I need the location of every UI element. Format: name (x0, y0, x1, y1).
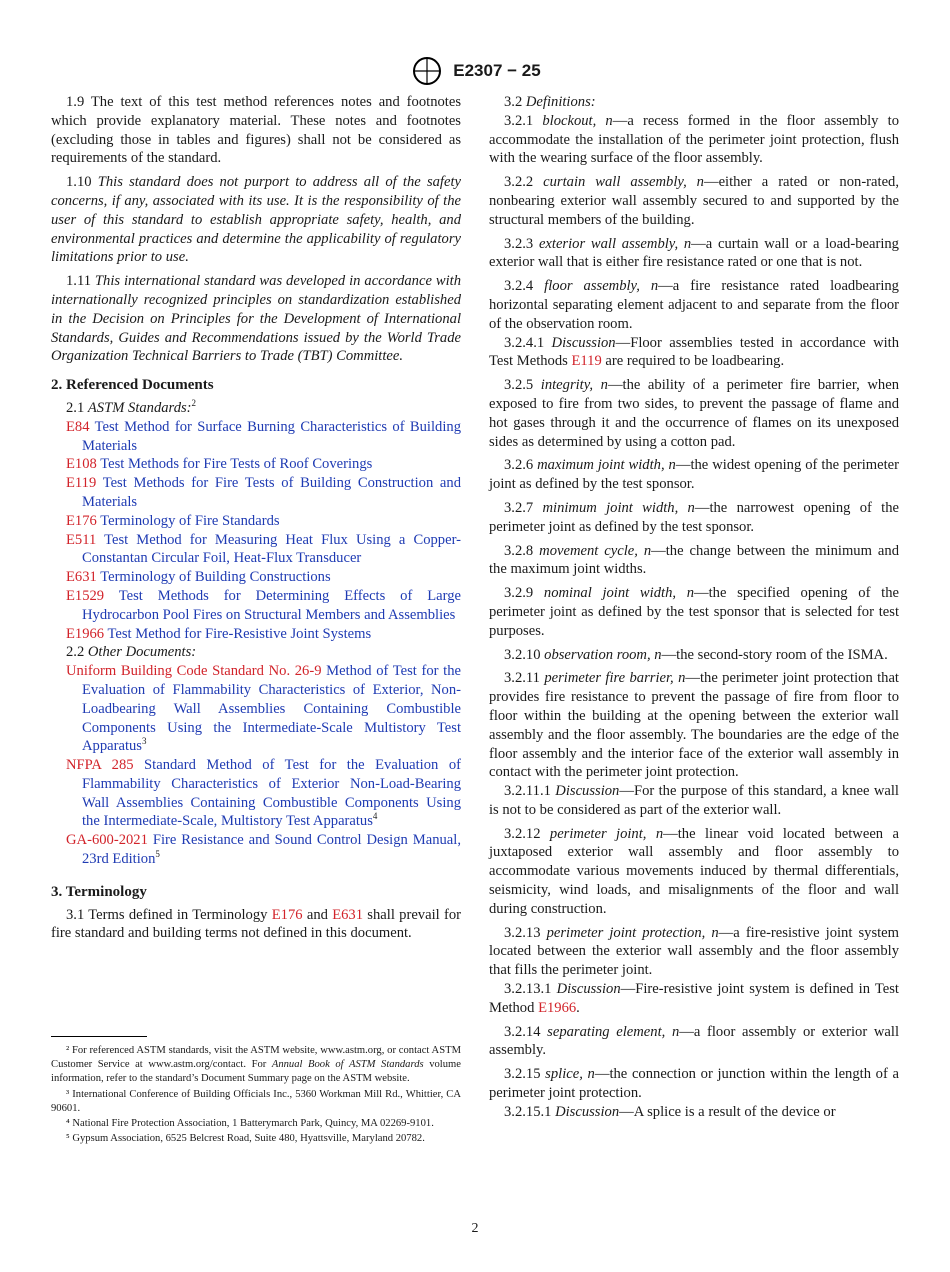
definition: 3.2.8 movement cycle, n—the change between the minimum and the maximum joint widths. (489, 542, 899, 578)
paragraph-1-11: 1.11 This international standard was developed in accordance with internationally recognized principles on standardization established in the Decision on Principles for the Development of International Standards, Guides and Recommendations issued by the World Trade Organization Technical Barriers to Trade (TBT) Committee. (51, 273, 461, 365)
paragraph-1-10: 1.10 This standard does not purport to address all of the safety concerns, if any, associated with its use. It is the responsibility of the user of this standard to establish appropriate safety, health, and environmental practices and determine the applicability of regulatory limitations prior to use. (51, 174, 461, 266)
reference-link[interactable]: E1529 Test Methods for Determining Effects of Large Hydrocarbon Pool Fires on Structural Members and Assemblies (66, 587, 461, 623)
definition: 3.2.6 maximum joint width, n—the widest opening of the perimeter joint as defined by the test sponsor. (489, 457, 899, 493)
footnote-3: ³ International Conference of Building Officials Inc., 5360 Workman Mill Rd., Whittier, CA 90601. (51, 1088, 461, 1114)
page-header (0, 56, 950, 86)
reference-link[interactable]: NFPA 285 Standard Method of Test for the Evaluation of Flammability Characteristics of Exterior Non-Load-Bearing Wall Assemblies Containing Combustible Components Using the Intermediate-Scale, Multistory Test Apparatus$^4$ (66, 757, 461, 830)
definition: 3.2.11 perimeter fire barrier, n—the perimeter joint protection that provides fire resistance to prevent the passage of fire from floor to floor within the building at the opening between the exterior wall assembly and the floor assembly. The boundaries are the edge of the floor assembly and the interior face of the exterior wall assembly in contact with the perimeter joint protection. (489, 670, 899, 781)
definition: 3.2.2 curtain wall assembly, n—either a rated or non-rated, nonbearing exterior wall assembly secured to and supported by the structural members of the building. (489, 174, 900, 228)
reference-link[interactable]: E1966 Test Method for Fire-Resistive Joint Systems (66, 625, 372, 642)
footnote-4: ⁴ National Fire Protection Association, 1 Batterymarch Park, Quincy, MA 02269-9101. (66, 1118, 434, 1130)
subsection-3-2: 3.2 Definitions: (504, 94, 596, 110)
subsection-2-1: 2.1 ASTM Standards:$^2$ (66, 398, 197, 416)
footnote-5: ⁵ Gypsum Association, 6525 Belcrest Road, Suite 480, Hyattsville, Maryland 20782. (66, 1133, 425, 1145)
definition: 3.2.1 blockout, n—a recess formed in the floor assembly to accommodate the installation of the perimeter joint protection, flush with the wearing surface of the floor assembly. (489, 112, 899, 167)
discussion: 3.2.4.1 Discussion—Floor assemblies tested in accordance with Test Methods E119 are required to be loadbearing. (489, 334, 900, 370)
definition: 3.2.3 exterior wall assembly, n—a curtain wall or a load-bearing exterior wall that is either fire resistance rated or one that is not. (489, 235, 899, 271)
reference-link[interactable]: E119 (571, 353, 602, 370)
paragraph-1-9: 1.9 The text of this test method references notes and footnotes which provide explanatory material. These notes and footnotes (excluding those in tables and figures) shall not be considered as requirements of the standard. (51, 94, 461, 167)
reference-link[interactable]: E511 Test Method for Measuring Heat Flux Using a Copper-Constantan Circular Foil, Heat-Flux Transducer (66, 531, 462, 567)
definition: 3.2.10 observation room, n—the second-story room of the ISMA. (504, 646, 888, 663)
definition: 3.2.15 splice, n—the connection or junction within the length of a perimeter joint protection. (489, 1066, 899, 1102)
definition: 3.2.5 integrity, n—the ability of a perimeter fire barrier, when exposed to fire from two sides, to prevent the passage of flame and hot gases through it and the occurrence of flames on its unexposed sides as determined by using a cotton pad. (489, 377, 899, 450)
reference-link[interactable]: E1966 (538, 999, 577, 1016)
footnote-2: ² For referenced ASTM standards, visit the ASTM website, www.astm.org, or contact ASTM Customer Service at www.astm.org/contact. For Annual Book of ASTM Standards volume information, refer to the standard’s Document Summary page on the ASTM website. (51, 1045, 461, 1085)
definition: 3.2.14 separating element, n—a floor assembly or exterior wall assembly. (489, 1023, 899, 1059)
definition: 3.2.13 perimeter joint protection, n—a fire-resistive joint system located between the exterior wall assembly and the floor assembly that fills the perimeter joint. (489, 924, 900, 979)
reference-link[interactable]: E176 Terminology of Fire Standards (66, 512, 280, 529)
discussion: 3.2.11.1 Discussion—For the purpose of this standard, a knee wall is not to be considered as part of the exterior wall. (489, 783, 899, 818)
astm-reference-list (51, 418, 461, 644)
section-2-heading: 2. Referenced Documents (51, 377, 214, 394)
definition: 3.2.4 floor assembly, n—a fire resistance rated loadbearing horizontal separating element adjacent to and separate from the floor of the observation room. (489, 278, 899, 332)
page-number: 2 (471, 1221, 479, 1236)
reference-link[interactable]: E631 (332, 906, 364, 923)
right-column (489, 93, 899, 1127)
paragraph-3-1: 3.1 Terms defined in Terminology E176 and E631 shall prevail for fire standard and building terms not defined in this document. (51, 906, 461, 942)
definition: 3.2.7 minimum joint width, n—the narrowest opening of the perimeter joint as defined by the test sponsor. (489, 499, 899, 535)
left-column (51, 93, 461, 948)
section-3-heading: 3. Terminology (51, 883, 147, 900)
reference-link[interactable]: E119 Test Methods for Fire Tests of Building Construction and Materials (66, 475, 461, 510)
reference-link[interactable]: E176 (271, 906, 303, 923)
reference-link[interactable]: E108 Test Methods for Fire Tests of Roof Coverings (66, 456, 373, 473)
reference-link[interactable]: E84 Test Method for Surface Burning Characteristics of Building Materials (66, 418, 461, 454)
definition: 3.2.12 perimeter joint, n—the linear void located between a juxtaposed exterior wall assembly and floor assembly to accommodate various movements induced by thermal differentials, seismicity, wind loads, and misalignments of the floor and wall during construction. (489, 825, 899, 917)
definition: 3.2.9 nominal joint width, n—the specified opening of the perimeter joint as defined by the test sponsor that is selected for test purposes. (489, 585, 899, 639)
footnote-separator (51, 1036, 147, 1037)
reference-link[interactable]: Uniform Building Code Standard No. 26-9 Method of Test for the Evaluation of Flammability Characteristics of Exterior, Non-Loadbearing Wall Assemblies Containing Combustible Components Using the Intermediate-Scale Multistory Test Apparatus$^3$ (66, 663, 461, 755)
astm-logo-icon (409, 56, 445, 86)
document-designation: E2307 − 25 (453, 61, 541, 80)
discussion: 3.2.13.1 Discussion—Fire-resistive joint system is defined in Test Method E1966. (489, 981, 899, 1016)
reference-link[interactable]: GA-600-2021 Fire Resistance and Sound Control Design Manual, 23rd Edition$^5$ (66, 832, 461, 868)
footnotes (51, 1044, 461, 1147)
subsection-2-2: 2.2 Other Documents: (66, 644, 197, 661)
discussion: 3.2.15.1 Discussion—A splice is a result of the device or (504, 1103, 836, 1120)
reference-link[interactable]: E631 Terminology of Building Constructions (66, 569, 331, 586)
